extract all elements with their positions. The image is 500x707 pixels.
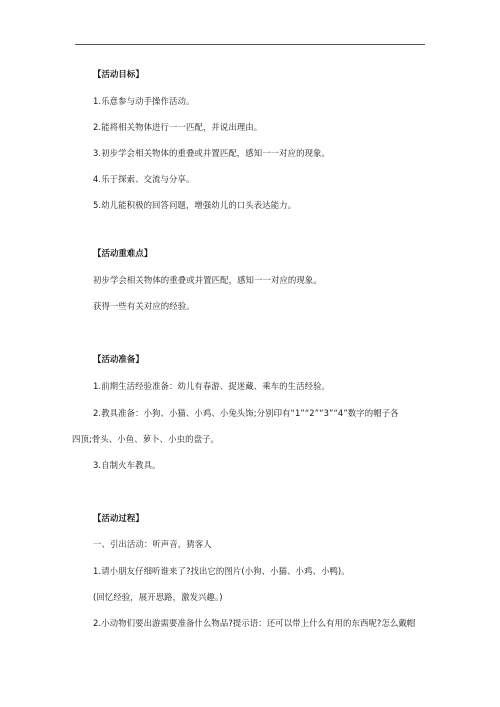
- process-item: 一、引出活动：听声音，猜客人: [93, 539, 212, 549]
- process-item: (回忆经验，展开思路，激发兴趣。): [93, 592, 223, 602]
- preparation-item: 2.教具准备：小狗、小猫、小鸡、小兔头饰;分别印有“1”“2”“3”“4”数字的帽子各: [93, 408, 399, 418]
- section-heading-key-points: 【活动重难点】: [93, 248, 153, 258]
- key-point-item: 初步学会相关物体的重叠或并置匹配，感知一一对应的现象。: [93, 275, 322, 285]
- process-item: 1.请小朋友仔细听谁来了?找出它的图片(小狗、小猫、小鸡、小鸭)。: [93, 566, 350, 576]
- section-heading-goals: 【活动目标】: [93, 69, 144, 79]
- goal-item: 3.初步学会相关物体的重叠或并置匹配，感知一一对应的现象。: [93, 148, 331, 158]
- goal-item: 5.幼儿能积极的回答问题，增强幼儿的口头表达能力。: [93, 200, 297, 210]
- preparation-item: 3.自制火车教具。: [93, 460, 161, 470]
- preparation-item-continued: 四顶;骨头、小鱼、萝卜、小虫的盘子。: [72, 434, 219, 444]
- goal-item: 2.能将相关物体进行一一匹配，并说出理由。: [93, 122, 263, 132]
- section-heading-process: 【活动过程】: [93, 513, 144, 523]
- goal-item: 1.乐意参与动手操作活动。: [93, 96, 195, 106]
- goal-item: 4.乐于探索、交流与分享。: [93, 174, 195, 184]
- key-point-item: 获得一些有关对应的经验。: [93, 301, 195, 311]
- section-heading-preparation: 【活动准备】: [93, 354, 144, 364]
- header-rule: [75, 44, 425, 45]
- preparation-item: 1.前期生活经验准备：幼儿有春游、捉迷藏、乘车的生活经验。: [93, 381, 331, 391]
- process-item: 2.小动物们要出游需要准备什么物品?提示语：还可以带上什么有用的东西呢?怎么戴帽: [93, 618, 416, 628]
